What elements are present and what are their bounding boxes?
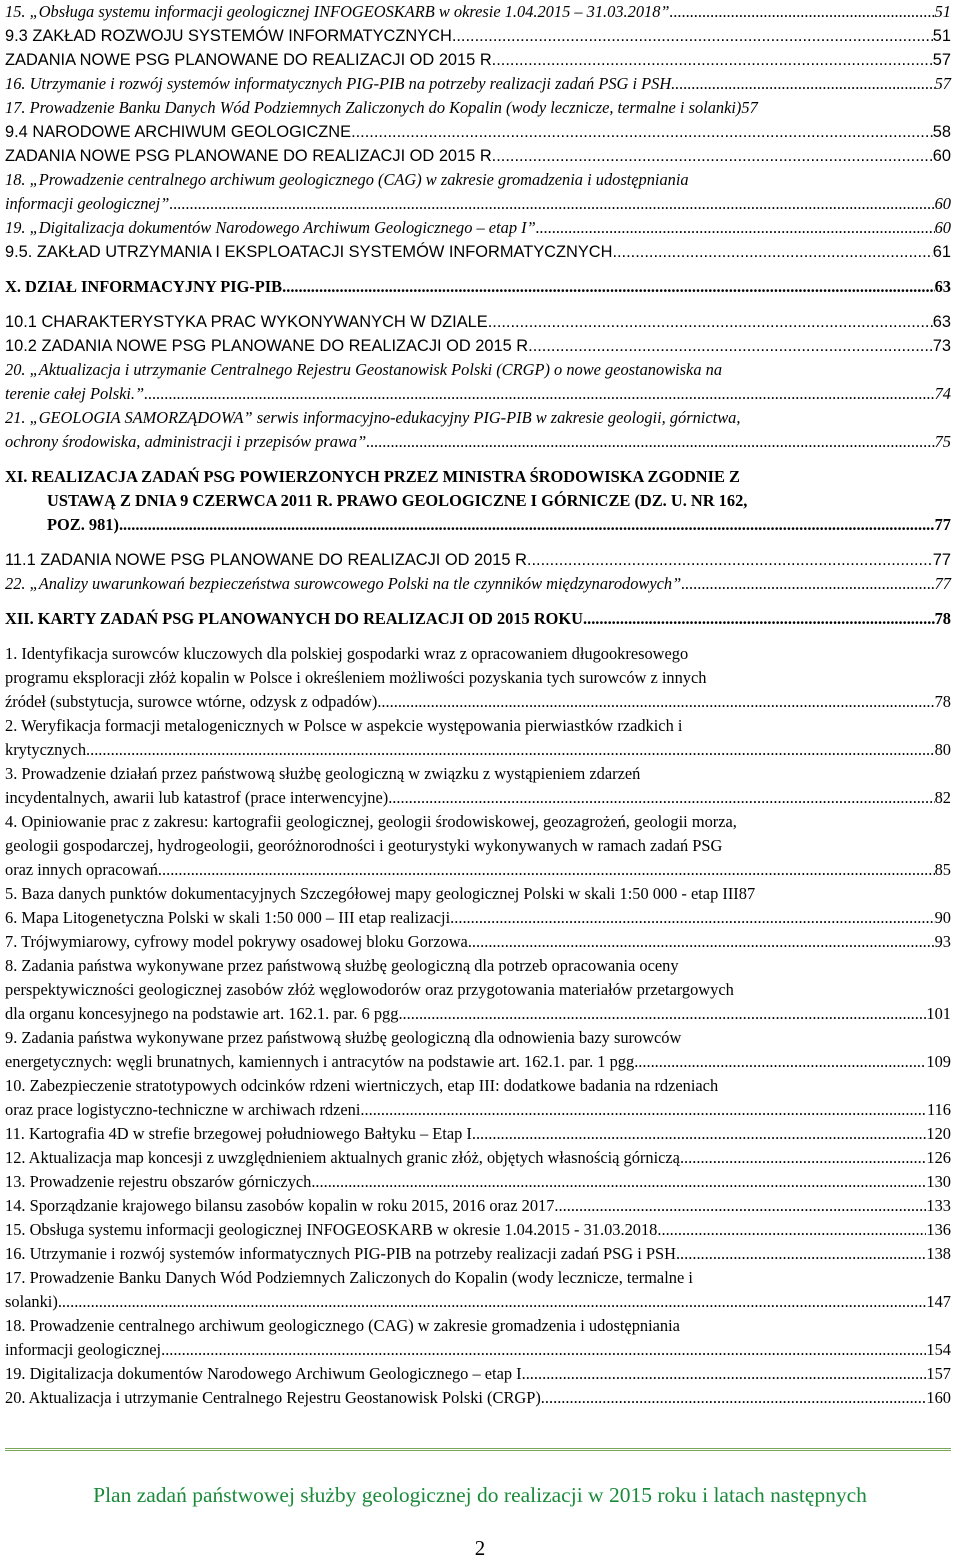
dot-leader — [162, 858, 935, 882]
toc-entry[interactable] — [5, 572, 951, 596]
toc-page-number: 147 — [926, 1292, 951, 1311]
toc-entry-line: 1. Identyfikacja surowców kluczowych dla polskiej gospodarki wraz z opracowaniem długookresowego — [5, 644, 689, 663]
dot-leader — [398, 1002, 926, 1026]
dot-leader — [496, 48, 933, 72]
toc-page-number: 157 — [926, 1364, 951, 1383]
dot-leader — [680, 1242, 926, 1266]
toc-entry[interactable] — [5, 762, 951, 810]
toc-entry[interactable] — [5, 275, 951, 299]
toc-page-number: 87 — [738, 884, 756, 903]
toc-entry[interactable] — [5, 216, 951, 240]
toc-entry-line: 10. Zabezpieczenie stratotypowych odcinków rdzeni wiertniczych, etap III: dodatkowe badania na rdzeniach — [5, 1076, 719, 1095]
toc-entry[interactable] — [5, 24, 951, 48]
dot-leader — [169, 192, 934, 216]
toc-entry[interactable] — [5, 1242, 951, 1266]
toc-page-number: 60 — [932, 147, 951, 165]
toc-entry[interactable] — [5, 1194, 951, 1218]
toc-entry[interactable] — [5, 358, 951, 406]
page-number: 2 — [474, 1536, 486, 1560]
toc-entry[interactable] — [5, 1362, 951, 1386]
dot-leader — [360, 1098, 927, 1122]
dot-leader — [587, 607, 935, 631]
toc-entry-title: 13. Prowadzenie rejestru obszarów górniczych — [5, 1172, 312, 1191]
toc-page-number: 90 — [934, 908, 951, 927]
dot-leader — [634, 1050, 926, 1074]
toc-page-number: 60 — [934, 194, 951, 213]
toc-entry-title: 11. Kartografia 4D w strefie brzegowej południowego Bałtyku – Etap I — [5, 1124, 472, 1143]
toc-entry[interactable] — [5, 334, 951, 358]
dot-leader — [86, 738, 935, 762]
toc-page-number: 78 — [934, 609, 951, 628]
toc-entry-title: 15. „Obsługa systemu informacji geologicznej INFOGEOSKARB w okresie 1.04.2015 – 31.03.2018” — [5, 2, 670, 21]
toc-entry[interactable] — [5, 810, 951, 882]
toc-entry[interactable] — [5, 930, 951, 954]
toc-page-number: 75 — [934, 432, 951, 451]
toc-entry-line: 3. Prowadzenie działań przez państwową służbę geologiczną w związku z wystąpieniem zdarzeń — [5, 764, 641, 783]
toc-entry-line: 20. „Aktualizacja i utrzymanie Centralnego Rejestru Geostanowisk Polski (CRGP) o nowe geostanowiska na — [5, 360, 723, 379]
toc-entry[interactable] — [5, 168, 951, 216]
toc-entry-title: 6. Mapa Litogenetyczna Polski w skali 1:50 000 – III etap realizacji. — [5, 908, 455, 927]
toc-entry-line: 17. Prowadzenie Banku Danych Wód Podziemnych Zaliczonych do Kopalin (wody lecznicze, termalne i — [5, 1268, 693, 1287]
toc-entry-title: 16. Utrzymanie i rozwój systemów informatycznych PIG-PIB na potrzeby realizacji zadań PSG i PSH. — [5, 1244, 681, 1263]
toc-entry-title: oraz innych opracowań. — [5, 860, 163, 879]
dot-leader — [454, 906, 934, 930]
toc-entry[interactable] — [5, 310, 951, 334]
toc-entry-title: 11.1 ZADANIA NOWE PSG PLANOWANE DO REALIZACJI OD 2015 R. — [5, 551, 532, 569]
dot-leader — [488, 310, 933, 334]
toc-entry-line: XI. REALIZACJA ZADAŃ PSG POWIERZONYCH PRZEZ MINISTRA ŚRODOWISKA ZGODNIE Z — [5, 467, 740, 486]
toc-page-number: 61 — [932, 243, 951, 261]
toc-page-number: 74 — [934, 384, 951, 403]
toc-entry-title: źródeł (substytucja, surowce wtórne, odzysk z odpadów) — [5, 692, 378, 711]
toc-entry[interactable] — [5, 0, 951, 24]
toc-entry-title: krytycznych — [5, 740, 87, 759]
toc-entry-title: 14. Sporządzanie krajowego bilansu zasobów kopalin w roku 2015, 2016 oraz 2017 — [5, 1196, 555, 1215]
toc-entry-title: 12. Aktualizacja map koncesji z uwzględnieniem aktualnych granic złóż, objętych własnością górniczą — [5, 1148, 680, 1167]
toc-entry-title: 10.2 ZADANIA NOWE PSG PLANOWANE DO REALIZACJI OD 2015 R. — [5, 337, 533, 355]
toc-entry-line: geologii gospodarczej, hydrogeologii, georóżnorodności i geoturystyki wykonywanych w ramach zadań PSG — [5, 836, 723, 855]
toc-entry[interactable] — [5, 642, 951, 714]
toc-page-number: 60 — [934, 218, 951, 237]
dot-leader — [161, 1338, 926, 1362]
toc-entry-title: 9.5. ZAKŁAD UTRZYMANIA I EKSPLOATACJI SYSTEMÓW INFORMATYCZNYCH — [5, 243, 613, 261]
toc-page-number: 51 — [932, 27, 951, 45]
toc-entry[interactable] — [5, 1218, 951, 1242]
toc-entry-title: ZADANIA NOWE PSG PLANOWANE DO REALIZACJI OD 2015 R. — [5, 147, 497, 165]
dot-leader — [531, 548, 932, 572]
toc-page-number: 63 — [934, 277, 951, 296]
toc-entry-line: perspektywiczności geologicznej zasobów złóż węglowodorów oraz przygotowania materiałów przetargowych — [5, 980, 734, 999]
dot-leader — [58, 1290, 927, 1314]
toc-page-number: 85 — [934, 860, 951, 879]
toc-entry[interactable] — [5, 240, 951, 264]
toc-entry-title: 9.3 ZAKŁAD ROZWOJU SYSTEMÓW INFORMATYCZNYCH — [5, 27, 452, 45]
toc-entry[interactable] — [5, 1074, 951, 1122]
dot-leader — [536, 216, 935, 240]
toc-entry-title: 19. Digitalizacja dokumentów Narodowego Archiwum Geologicznego – etap I — [5, 1364, 522, 1383]
toc-entry[interactable] — [5, 120, 951, 144]
toc-page-number: 57 — [741, 98, 758, 117]
toc-entry[interactable] — [5, 144, 951, 168]
dot-leader — [533, 334, 933, 358]
toc-entry-title: POZ. 981) — [47, 515, 119, 534]
toc-page-number: 77 — [932, 551, 951, 569]
toc-entry[interactable] — [5, 882, 951, 906]
toc-entry[interactable] — [5, 1386, 951, 1410]
toc-entry[interactable] — [5, 1122, 951, 1146]
toc-page-number: 109 — [926, 1052, 951, 1071]
toc-page-number: 77 — [934, 574, 951, 593]
toc-entry-line: 2. Weryfikacja formacji metalogenicznych w Polsce w aspekcie występowania pierwiastków rzadkich i — [5, 716, 683, 735]
dot-leader — [522, 1362, 927, 1386]
toc-entry[interactable] — [5, 48, 951, 72]
toc-entry-title: incydentalnych, awarii lub katastrof (prace interwencyjne) — [5, 788, 389, 807]
toc-entry-title: 5. Baza danych punktów dokumentacyjnych Szczegółowej mapy geologicznej Polski w skali 1:50 000 - etap III — [5, 884, 739, 903]
footer-divider — [5, 1448, 951, 1451]
toc-entry-title: informacji geologicznej — [5, 1340, 162, 1359]
dot-leader — [351, 120, 933, 144]
dot-leader — [119, 513, 935, 537]
dot-leader — [680, 1146, 926, 1170]
toc-page-number: 138 — [926, 1244, 951, 1263]
toc-page-number: 80 — [934, 740, 951, 759]
toc-entry[interactable] — [5, 1314, 951, 1362]
toc-entry-title: solanki) — [5, 1292, 58, 1311]
dot-leader — [554, 1194, 926, 1218]
toc-entry-title: 22. „Analizy uwarunkowań bezpieczeństwa surowcowego Polski na tle czynników międzynarodowych” — [5, 574, 682, 593]
dot-leader — [452, 24, 933, 48]
toc-page-number: 160 — [926, 1388, 951, 1407]
toc-page-number: 93 — [934, 932, 951, 951]
toc-entry-title: 9.4 NARODOWE ARCHIWUM GEOLOGICZNE — [5, 123, 352, 141]
toc-entry[interactable] — [5, 548, 951, 572]
footer-title: Plan zadań państwowej służby geologicznej do realizacji w 2015 roku i latach następnych — [93, 1483, 867, 1507]
toc-entry-title: informacji geologicznej” — [5, 194, 170, 213]
toc-entry-title: 7. Trójwymiarowy, cyfrowy model pokrywy osadowej bloku Gorzowa. — [5, 932, 472, 951]
toc-entry-line: 18. „Prowadzenie centralnego archiwum geologicznego (CAG) w zakresie gromadzenia i udostępniania — [5, 170, 689, 189]
toc-entry-title: 15. Obsługa systemu informacji geologicznej INFOGEOSKARB w okresie 1.04.2015 - 31.03.2018 — [5, 1220, 658, 1239]
toc-entry-title: ochrony środowiska, administracji i przepisów prawa”. — [5, 432, 371, 451]
toc-entry-line: programu eksploracji złóż kopalin w Polsce i określeniem możliwości pozyskania tych surowców z innych — [5, 668, 707, 687]
toc-entry[interactable] — [5, 607, 951, 631]
toc-page-number: 78 — [934, 692, 951, 711]
toc-page-number: 57 — [934, 74, 951, 93]
toc-entry-line: 18. Prowadzenie centralnego archiwum geologicznego (CAG) w zakresie gromadzenia i udostępniania — [5, 1316, 680, 1335]
dot-leader — [144, 382, 934, 406]
dot-leader — [675, 72, 934, 96]
toc-entry[interactable] — [5, 714, 951, 762]
toc-page-number: 57 — [932, 51, 951, 69]
toc-entry-title: ZADANIA NOWE PSG PLANOWANE DO REALIZACJI OD 2015 R. — [5, 51, 497, 69]
toc-entry[interactable] — [5, 1146, 951, 1170]
toc-entry-title: dla organu koncesyjnego na podstawie art. 162.1. par. 6 pgg — [5, 1004, 399, 1023]
toc-page-number: 136 — [926, 1220, 951, 1239]
toc-entry[interactable] — [5, 906, 951, 930]
toc-page-number: 101 — [926, 1004, 951, 1023]
toc-page-number: 126 — [926, 1148, 951, 1167]
toc-entry[interactable] — [5, 72, 951, 96]
toc-entry-title: X. DZIAŁ INFORMACYJNY PIG-PIB — [5, 277, 283, 296]
toc-page-number: 154 — [926, 1340, 951, 1359]
toc-entry[interactable] — [5, 96, 951, 120]
dot-leader — [612, 240, 932, 264]
toc-entry-line: USTAWĄ Z DNIA 9 CZERWCA 2011 R. PRAWO GEOLOGICZNE I GÓRNICZE (DZ. U. NR 162, — [47, 491, 748, 510]
toc-entry-line: 9. Zadania państwa wykonywane przez państwową służbę geologiczną dla odnowienia bazy surowców — [5, 1028, 682, 1047]
toc-entry[interactable] — [5, 1026, 951, 1074]
dot-leader — [388, 786, 934, 810]
dot-leader — [282, 275, 934, 299]
toc-entry-title: terenie całej Polski.” — [5, 384, 145, 403]
dot-leader — [377, 690, 934, 714]
toc-entry-title: 16. Utrzymanie i rozwój systemów informatycznych PIG-PIB na potrzeby realizacji zadań PSG i PSH. — [5, 74, 676, 93]
table-of-contents — [5, 0, 951, 1410]
toc-page-number: 73 — [932, 337, 951, 355]
dot-leader — [472, 1122, 927, 1146]
toc-page-number: 58 — [932, 123, 951, 141]
toc-entry-line: 8. Zadania państwa wykonywane przez państwową służbę geologiczną dla potrzeb opracowania oceny — [5, 956, 679, 975]
dot-leader — [670, 0, 935, 24]
toc-entry[interactable] — [5, 954, 951, 1026]
toc-entry-title: XII. KARTY ZADAŃ PSG PLANOWANYCH DO REALIZACJI OD 2015 ROKU. — [5, 609, 588, 628]
dot-leader — [472, 930, 935, 954]
dot-leader — [681, 572, 934, 596]
toc-entry-title: 19. „Digitalizacja dokumentów Narodowego Archiwum Geologicznego – etap I” — [5, 218, 536, 237]
dot-leader — [311, 1170, 926, 1194]
toc-page-number: 130 — [926, 1172, 951, 1191]
toc-entry[interactable] — [5, 1170, 951, 1194]
toc-page-number: 51 — [934, 2, 951, 21]
dot-leader — [496, 144, 933, 168]
toc-page-number: 120 — [926, 1124, 951, 1143]
toc-entry[interactable] — [5, 465, 951, 537]
toc-page-number: 82 — [934, 788, 951, 807]
dot-leader — [657, 1218, 926, 1242]
toc-page-number: 63 — [932, 313, 951, 331]
toc-entry-title: 10.1 CHARAKTERYSTYKA PRAC WYKONYWANYCH W DZIALE — [5, 313, 488, 331]
toc-entry-title: oraz prace logistyczno-techniczne w archiwach rdzeni — [5, 1100, 361, 1119]
toc-entry[interactable] — [5, 406, 951, 454]
dot-leader — [541, 1386, 927, 1410]
toc-entry-line: 4. Opiniowanie prac z zakresu: kartografii geologicznej, geologii środowiskowej, geozagrożeń, geologii morza, — [5, 812, 737, 831]
toc-page-number: 77 — [934, 515, 951, 534]
toc-entry-title: 20. Aktualizacja i utrzymanie Centralnego Rejestru Geostanowisk Polski (CRGP) — [5, 1388, 541, 1407]
toc-entry-title: energetycznych: węgli brunatnych, kamiennych i antracytów na podstawie art. 162.1. par. 1 pgg — [5, 1052, 635, 1071]
toc-entry-line: 21. „GEOLOGIA SAMORZĄDOWA” serwis informacyjno-edukacyjny PIG-PIB w zakresie geologii, górnictwa, — [5, 408, 741, 427]
toc-entry-title: 17. Prowadzenie Banku Danych Wód Podziemnych Zaliczonych do Kopalin (wody lecznicze, termalne i solanki) — [5, 98, 742, 117]
toc-page-number: 133 — [926, 1196, 951, 1215]
toc-page-number: 116 — [927, 1100, 951, 1119]
dot-leader — [370, 430, 934, 454]
toc-entry[interactable] — [5, 1266, 951, 1314]
